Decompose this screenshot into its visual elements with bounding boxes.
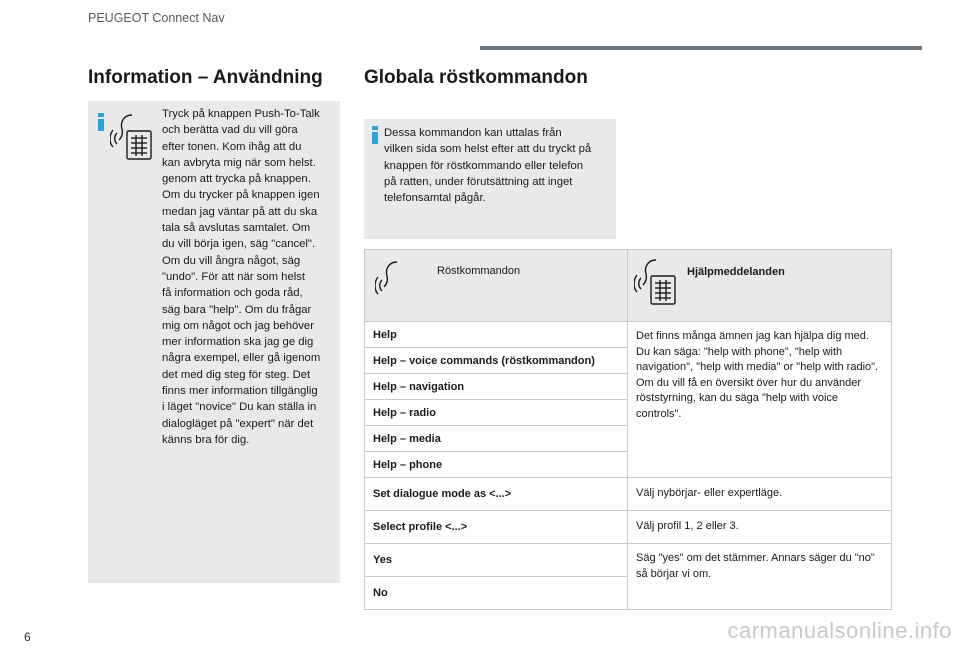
command-cell: Help – phone (365, 452, 628, 478)
help-message-cell: Det finns många ämnen jag kan hjälpa dig med. Du kan säga: "help with phone", "help with navigation", "help with media" or "help with radio". Om du vill få en översikt över hur du använder röststyrning, kan du säga "help with voice controls". (628, 322, 892, 478)
voice-speech-panel-icon (634, 258, 680, 308)
command-cell: Help – radio (365, 400, 628, 426)
column-header-label: Hjälpmeddelanden (687, 266, 785, 278)
command-cell: Help – voice commands (röstkommandon) (365, 348, 628, 374)
watermark: carmanualsonline.info (727, 618, 952, 643)
voice-speech-icon (375, 258, 409, 298)
section-title-global-commands: Globala röstkommandon (364, 67, 588, 88)
column-header-label: Röstkommandon (437, 265, 521, 277)
command-cell: Set dialogue mode as <...> (365, 478, 628, 511)
command-cell: No (365, 577, 628, 610)
table-row (365, 322, 892, 348)
info-box-global-commands (364, 119, 616, 239)
voice-commands-table (364, 249, 892, 610)
table-header-row (365, 250, 892, 322)
info-icon (98, 113, 104, 131)
info-box-usage (88, 101, 340, 583)
header-bar (480, 46, 922, 50)
table-row (365, 478, 892, 511)
info-text-global-commands: Dessa kommandon kan uttalas från vilken sida som helst efter att du tryckt på knappen för röstkommando eller telefon på ratten, under förutsättning att inget telefonsamtal pågår. (384, 127, 592, 205)
info-icon (372, 126, 378, 144)
document-header: PEUGEOT Connect Nav (88, 11, 225, 25)
section-title-information: Information – Användning (88, 67, 323, 88)
table-row (365, 544, 892, 577)
info-text-usage: Tryck på knappen Push-To-Talk och berätta vad du vill göra efter tonen. Kom ihåg att du kan avbryta mig när som helst. genom att trycka på knappen. Om du trycker på knappen igen medan jag väntar på att du ska tala så avslutas samtalet. Om du vill börja igen, säg "cancel". Om du vill ångra något, säg "undo". För att när som helst få information och goda råd, säg bara "help". Om du frågar mig om något och jag behöver mer information ska jag ge dig några exempel, eller gå igenom det med dig steg för steg. Det finns mer information tillgänglig i läget "novice" Du kan ställa in dialogläget på "expert" när det känns bra för dig. (162, 108, 321, 446)
command-cell: Yes (365, 544, 628, 577)
command-cell: Help (365, 322, 628, 348)
command-cell: Help – navigation (365, 374, 628, 400)
command-cell: Help – media (365, 426, 628, 452)
table-header-voice-commands (365, 250, 628, 322)
command-cell: Select profile <...> (365, 511, 628, 544)
message-cell: Välj nybörjar- eller expertläge. (628, 478, 892, 511)
message-cell: Säg "yes" om det stämmer. Annars säger du "no" så börjar vi om. (628, 544, 892, 610)
table-header-help-messages (628, 250, 892, 322)
message-cell: Välj profil 1, 2 eller 3. (628, 511, 892, 544)
table-row (365, 511, 892, 544)
page-number: 6 (24, 630, 31, 644)
voice-speech-panel-icon (110, 113, 156, 163)
